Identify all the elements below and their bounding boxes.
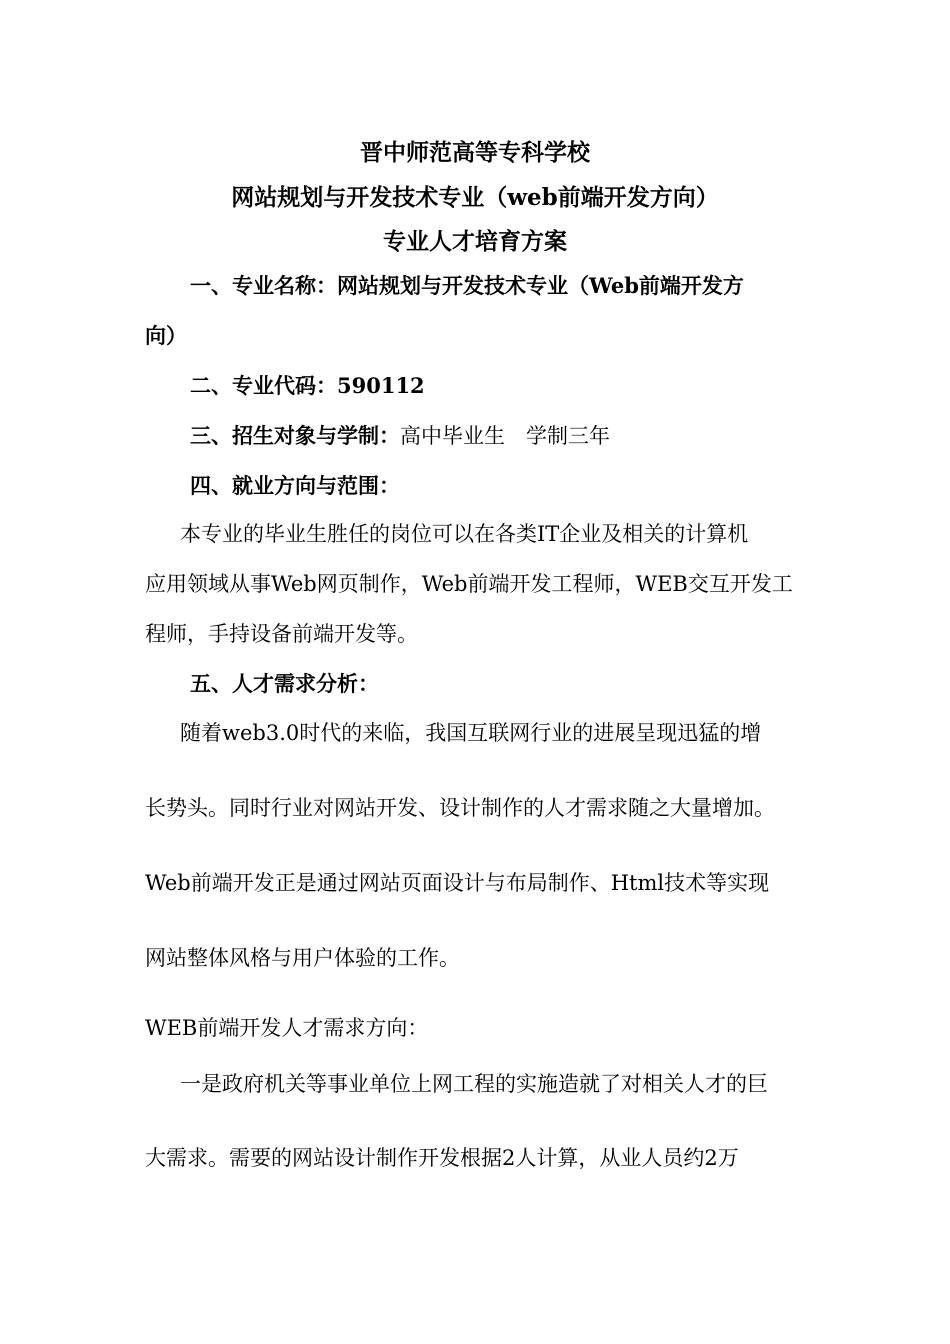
section-5-para-line: 网站整体风格与用户体验的工作。	[145, 946, 460, 970]
section-5-para-line: Web前端开发正是通过网站页面设计与布局制作、Html技术等实现	[145, 871, 770, 895]
school-name: 晋中师范高等专科学校	[360, 139, 590, 166]
section-3-heading: 三、招生对象与学制：	[190, 423, 400, 448]
section-4-para-line: 程师，手持设备前端开发等。	[145, 622, 418, 646]
section-4-heading: 四、就业方向与范围：	[190, 473, 400, 498]
section-3-line	[190, 421, 610, 451]
demand-para-line: 大需求。需要的网站设计制作开发根据2人计算，从业人员约2万	[145, 1146, 739, 1170]
major-title: 网站规划与开发技术专业（web前端开发方向）	[231, 184, 719, 211]
demand-heading: WEB前端开发人才需求方向：	[145, 1016, 429, 1040]
section-5-para-line: 随着web3.0时代的来临，我国互联网行业的进展呈现迅猛的增	[180, 721, 762, 745]
section-3-value: 高中毕业生 学制三年	[400, 424, 610, 448]
section-1-heading: 一、专业名称：网站规划与开发技术专业（Web前端开发方	[190, 273, 744, 298]
section-2-heading: 二、专业代码：590112	[190, 373, 425, 398]
section-5-heading: 五、人才需求分析：	[190, 671, 379, 696]
document-title: 专业人才培育方案	[383, 228, 567, 255]
demand-para-line: 一是政府机关等事业单位上网工程的实施造就了对相关人才的巨	[180, 1072, 768, 1096]
section-4-para-line: 应用领域从事Web网页制作，Web前端开发工程师，WEB交互开发工	[145, 572, 793, 596]
section-4-para-line: 本专业的毕业生胜任的岗位可以在各类IT企业及相关的计算机	[180, 522, 749, 546]
section-1-heading-cont: 向）	[145, 323, 187, 348]
section-5-para-line: 长势头。同时行业对网站开发、设计制作的人才需求随之大量增加。	[145, 796, 775, 820]
